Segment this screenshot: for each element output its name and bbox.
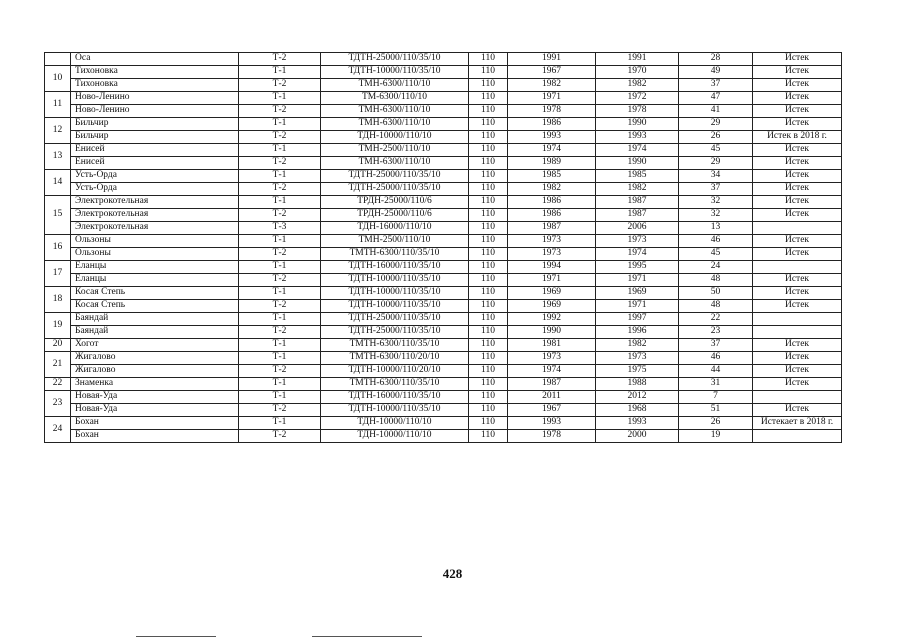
commission-year-cell: 1993 (596, 131, 679, 144)
transformer-id-cell: Т-2 (239, 326, 321, 339)
service-years-cell: 48 (679, 300, 753, 313)
transformer-id-cell: Т-1 (239, 417, 321, 430)
service-years-cell: 47 (679, 92, 753, 105)
transformer-id-cell: Т-2 (239, 365, 321, 378)
transformer-type-cell: ТДТН-10000/110/35/10 (321, 66, 469, 79)
substation-name-cell: Енисей (71, 157, 239, 170)
table-row (45, 404, 842, 417)
voltage-cell: 110 (469, 287, 508, 300)
transformer-id-cell: Т-2 (239, 105, 321, 118)
commission-year-cell: 1974 (596, 248, 679, 261)
status-note-cell: Истек (753, 157, 842, 170)
voltage-cell: 110 (469, 144, 508, 157)
voltage-cell: 110 (469, 404, 508, 417)
voltage-cell: 110 (469, 209, 508, 222)
substation-name-cell: Бильчир (71, 118, 239, 131)
manufacture-year-cell: 1991 (508, 53, 596, 66)
transformer-id-cell: Т-1 (239, 313, 321, 326)
substation-name-cell: Хогот (71, 339, 239, 352)
row-number-cell: 20 (45, 339, 71, 352)
manufacture-year-cell: 1992 (508, 313, 596, 326)
voltage-cell: 110 (469, 430, 508, 443)
service-years-cell: 48 (679, 274, 753, 287)
transformer-type-cell: ТМТН-6300/110/35/10 (321, 378, 469, 391)
table-row (45, 105, 842, 118)
substation-name-cell: Усть-Орда (71, 170, 239, 183)
transformer-type-cell: ТДТН-25000/110/35/10 (321, 170, 469, 183)
transformer-id-cell: Т-1 (239, 196, 321, 209)
table-row (45, 248, 842, 261)
status-note-cell: Истек в 2018 г. (753, 131, 842, 144)
table-row (45, 66, 842, 79)
scan-artifact-line (312, 636, 422, 637)
voltage-cell: 110 (469, 170, 508, 183)
service-years-cell: 31 (679, 378, 753, 391)
transformer-id-cell: Т-1 (239, 118, 321, 131)
transformer-type-cell: ТМН-6300/110/10 (321, 157, 469, 170)
status-note-cell (753, 391, 842, 404)
transformer-id-cell: Т-2 (239, 53, 321, 66)
status-note-cell: Истек (753, 105, 842, 118)
service-years-cell: 45 (679, 248, 753, 261)
voltage-cell: 110 (469, 391, 508, 404)
voltage-cell: 110 (469, 235, 508, 248)
commission-year-cell: 1991 (596, 53, 679, 66)
transformer-id-cell: Т-1 (239, 235, 321, 248)
transformer-type-cell: ТДТН-10000/110/35/10 (321, 404, 469, 417)
transformer-type-cell: ТДТН-10000/110/35/10 (321, 274, 469, 287)
transformer-id-cell: Т-1 (239, 378, 321, 391)
transformer-id-cell: Т-2 (239, 274, 321, 287)
transformer-type-cell: ТМТН-6300/110/35/10 (321, 339, 469, 352)
substation-name-cell: Усть-Орда (71, 183, 239, 196)
row-number-cell (45, 53, 71, 66)
service-years-cell: 26 (679, 131, 753, 144)
voltage-cell: 110 (469, 183, 508, 196)
transformer-type-cell: ТМН-2500/110/10 (321, 144, 469, 157)
table-body (45, 53, 842, 443)
transformer-type-cell: ТДТН-10000/110/20/10 (321, 365, 469, 378)
substation-name-cell: Знаменка (71, 378, 239, 391)
transformer-type-cell: ТМТН-6300/110/35/10 (321, 248, 469, 261)
table-row (45, 118, 842, 131)
voltage-cell: 110 (469, 105, 508, 118)
table-row (45, 339, 842, 352)
voltage-cell: 110 (469, 196, 508, 209)
row-number-cell: 17 (45, 261, 71, 287)
commission-year-cell: 1997 (596, 313, 679, 326)
service-years-cell: 19 (679, 430, 753, 443)
substation-name-cell: Жигалово (71, 352, 239, 365)
manufacture-year-cell: 1974 (508, 144, 596, 157)
transformer-id-cell: Т-2 (239, 404, 321, 417)
transformer-type-cell: ТМН-2500/110/10 (321, 235, 469, 248)
transformer-id-cell: Т-3 (239, 222, 321, 235)
manufacture-year-cell: 1986 (508, 196, 596, 209)
table-row (45, 157, 842, 170)
substation-name-cell: Бохан (71, 417, 239, 430)
manufacture-year-cell: 1974 (508, 365, 596, 378)
transformer-id-cell: Т-1 (239, 352, 321, 365)
commission-year-cell: 1971 (596, 300, 679, 313)
row-number-cell: 11 (45, 92, 71, 118)
status-note-cell: Истек (753, 118, 842, 131)
voltage-cell: 110 (469, 339, 508, 352)
service-years-cell: 24 (679, 261, 753, 274)
service-years-cell: 32 (679, 196, 753, 209)
service-years-cell: 45 (679, 144, 753, 157)
substation-name-cell: Новая-Уда (71, 391, 239, 404)
service-years-cell: 37 (679, 183, 753, 196)
manufacture-year-cell: 1973 (508, 248, 596, 261)
transformer-type-cell: ТМН-6300/110/10 (321, 105, 469, 118)
commission-year-cell: 1968 (596, 404, 679, 417)
table-row (45, 131, 842, 144)
commission-year-cell: 1973 (596, 352, 679, 365)
row-number-cell: 19 (45, 313, 71, 339)
manufacture-year-cell: 1971 (508, 92, 596, 105)
substation-name-cell: Ново-Ленино (71, 92, 239, 105)
transformer-type-cell: ТДТН-16000/110/35/10 (321, 391, 469, 404)
commission-year-cell: 1988 (596, 378, 679, 391)
substation-name-cell: Новая-Уда (71, 404, 239, 417)
substation-name-cell: Ользоны (71, 248, 239, 261)
status-note-cell (753, 430, 842, 443)
status-note-cell: Истек (753, 66, 842, 79)
service-years-cell: 46 (679, 235, 753, 248)
table-row (45, 261, 842, 274)
commission-year-cell: 1996 (596, 326, 679, 339)
commission-year-cell: 1973 (596, 235, 679, 248)
row-number-cell: 21 (45, 352, 71, 378)
service-years-cell: 22 (679, 313, 753, 326)
transformer-type-cell: ТДН-10000/110/10 (321, 430, 469, 443)
transformer-type-cell: ТДН-10000/110/10 (321, 131, 469, 144)
service-years-cell: 26 (679, 417, 753, 430)
manufacture-year-cell: 1987 (508, 378, 596, 391)
voltage-cell: 110 (469, 365, 508, 378)
transformer-id-cell: Т-1 (239, 287, 321, 300)
service-years-cell: 29 (679, 118, 753, 131)
table-row (45, 417, 842, 430)
status-note-cell: Истек (753, 365, 842, 378)
status-note-cell: Истек (753, 196, 842, 209)
status-note-cell: Истек (753, 170, 842, 183)
commission-year-cell: 1987 (596, 209, 679, 222)
commission-year-cell: 1970 (596, 66, 679, 79)
manufacture-year-cell: 1989 (508, 157, 596, 170)
manufacture-year-cell: 1986 (508, 118, 596, 131)
transformer-type-cell: ТДН-10000/110/10 (321, 417, 469, 430)
service-years-cell: 13 (679, 222, 753, 235)
transformer-id-cell: Т-2 (239, 183, 321, 196)
substation-name-cell: Электрокотельная (71, 222, 239, 235)
commission-year-cell: 1982 (596, 183, 679, 196)
table-row (45, 300, 842, 313)
manufacture-year-cell: 1978 (508, 105, 596, 118)
commission-year-cell: 1969 (596, 287, 679, 300)
manufacture-year-cell: 1982 (508, 183, 596, 196)
transformer-type-cell: ТДТН-10000/110/35/10 (321, 300, 469, 313)
transformer-id-cell: Т-1 (239, 66, 321, 79)
transformer-id-cell: Т-1 (239, 391, 321, 404)
table-row (45, 92, 842, 105)
manufacture-year-cell: 1986 (508, 209, 596, 222)
commission-year-cell: 1993 (596, 417, 679, 430)
voltage-cell: 110 (469, 274, 508, 287)
transformer-id-cell: Т-2 (239, 209, 321, 222)
commission-year-cell: 2012 (596, 391, 679, 404)
table-row (45, 144, 842, 157)
transformer-id-cell: Т-2 (239, 157, 321, 170)
table-row (45, 430, 842, 443)
row-number-cell: 13 (45, 144, 71, 170)
commission-year-cell: 1972 (596, 92, 679, 105)
row-number-cell: 10 (45, 66, 71, 92)
transformer-type-cell: ТМ-6300/110/10 (321, 92, 469, 105)
table-row (45, 326, 842, 339)
status-note-cell: Истек (753, 235, 842, 248)
voltage-cell: 110 (469, 261, 508, 274)
manufacture-year-cell: 1990 (508, 326, 596, 339)
table-row (45, 79, 842, 92)
status-note-cell: Истек (753, 92, 842, 105)
voltage-cell: 110 (469, 326, 508, 339)
substation-name-cell: Енисей (71, 144, 239, 157)
manufacture-year-cell: 1982 (508, 79, 596, 92)
row-number-cell: 18 (45, 287, 71, 313)
status-note-cell (753, 313, 842, 326)
transformer-type-cell: ТДТН-25000/110/35/10 (321, 313, 469, 326)
commission-year-cell: 2006 (596, 222, 679, 235)
transformer-id-cell: Т-2 (239, 248, 321, 261)
row-number-cell: 24 (45, 417, 71, 443)
status-note-cell: Истек (753, 79, 842, 92)
status-note-cell: Истек (753, 378, 842, 391)
manufacture-year-cell: 1993 (508, 417, 596, 430)
manufacture-year-cell: 1993 (508, 131, 596, 144)
status-note-cell (753, 222, 842, 235)
table-row (45, 53, 842, 66)
voltage-cell: 110 (469, 118, 508, 131)
transformer-type-cell: ТДН-16000/110/10 (321, 222, 469, 235)
transformer-id-cell: Т-1 (239, 339, 321, 352)
voltage-cell: 110 (469, 53, 508, 66)
status-note-cell: Истек (753, 53, 842, 66)
row-number-cell: 23 (45, 391, 71, 417)
manufacture-year-cell: 1987 (508, 222, 596, 235)
page-number: 428 (442, 566, 463, 581)
manufacture-year-cell: 1973 (508, 352, 596, 365)
manufacture-year-cell: 1981 (508, 339, 596, 352)
voltage-cell: 110 (469, 66, 508, 79)
service-years-cell: 34 (679, 170, 753, 183)
service-years-cell: 41 (679, 105, 753, 118)
transformer-type-cell: ТМН-6300/110/10 (321, 79, 469, 92)
manufacture-year-cell: 1969 (508, 300, 596, 313)
voltage-cell: 110 (469, 222, 508, 235)
commission-year-cell: 1982 (596, 79, 679, 92)
transformer-id-cell: Т-2 (239, 430, 321, 443)
status-note-cell: Истек (753, 300, 842, 313)
status-note-cell: Истек (753, 183, 842, 196)
voltage-cell: 110 (469, 248, 508, 261)
manufacture-year-cell: 1973 (508, 235, 596, 248)
transformer-type-cell: ТДТН-16000/110/35/10 (321, 261, 469, 274)
manufacture-year-cell: 2011 (508, 391, 596, 404)
status-note-cell: Истек (753, 404, 842, 417)
voltage-cell: 110 (469, 131, 508, 144)
substation-name-cell: Косая Степь (71, 287, 239, 300)
status-note-cell: Истек (753, 352, 842, 365)
service-years-cell: 29 (679, 157, 753, 170)
table-row (45, 183, 842, 196)
commission-year-cell: 2000 (596, 430, 679, 443)
voltage-cell: 110 (469, 417, 508, 430)
commission-year-cell: 1987 (596, 196, 679, 209)
table-row (45, 196, 842, 209)
transformer-type-cell: ТМН-6300/110/10 (321, 118, 469, 131)
status-note-cell: Истек (753, 287, 842, 300)
commission-year-cell: 1995 (596, 261, 679, 274)
transformer-type-cell: ТМТН-6300/110/20/10 (321, 352, 469, 365)
transformer-id-cell: Т-2 (239, 79, 321, 92)
transformer-type-cell: ТДТН-25000/110/35/10 (321, 53, 469, 66)
equipment-table (44, 52, 842, 443)
scan-artifact-line (136, 636, 216, 637)
status-note-cell (753, 326, 842, 339)
transformer-id-cell: Т-1 (239, 92, 321, 105)
substation-name-cell: Ново-Ленино (71, 105, 239, 118)
substation-name-cell: Электрокотельная (71, 196, 239, 209)
transformer-type-cell: ТДТН-25000/110/35/10 (321, 326, 469, 339)
status-note-cell: Истек (753, 144, 842, 157)
service-years-cell: 46 (679, 352, 753, 365)
manufacture-year-cell: 1985 (508, 170, 596, 183)
service-years-cell: 28 (679, 53, 753, 66)
transformer-type-cell: ТРДН-25000/110/6 (321, 209, 469, 222)
manufacture-year-cell: 1978 (508, 430, 596, 443)
manufacture-year-cell: 1967 (508, 66, 596, 79)
substation-name-cell: Бильчир (71, 131, 239, 144)
service-years-cell: 7 (679, 391, 753, 404)
substation-name-cell: Еланцы (71, 274, 239, 287)
manufacture-year-cell: 1967 (508, 404, 596, 417)
table-row (45, 170, 842, 183)
substation-name-cell: Косая Степь (71, 300, 239, 313)
service-years-cell: 44 (679, 365, 753, 378)
transformer-type-cell: ТРДН-25000/110/6 (321, 196, 469, 209)
row-number-cell: 14 (45, 170, 71, 196)
manufacture-year-cell: 1971 (508, 274, 596, 287)
table-row (45, 209, 842, 222)
row-number-cell: 15 (45, 196, 71, 235)
service-years-cell: 37 (679, 79, 753, 92)
row-number-cell: 12 (45, 118, 71, 144)
status-note-cell: Истек (753, 339, 842, 352)
substation-name-cell: Баяндай (71, 326, 239, 339)
transformer-type-cell: ТДТН-25000/110/35/10 (321, 183, 469, 196)
status-note-cell: Истек (753, 209, 842, 222)
table-row (45, 365, 842, 378)
substation-name-cell: Жигалово (71, 365, 239, 378)
table-row (45, 313, 842, 326)
table-row (45, 378, 842, 391)
table-row (45, 391, 842, 404)
substation-name-cell: Ользоны (71, 235, 239, 248)
row-number-cell: 16 (45, 235, 71, 261)
table-row (45, 287, 842, 300)
substation-name-cell: Бохан (71, 430, 239, 443)
transformer-type-cell: ТДТН-10000/110/35/10 (321, 287, 469, 300)
voltage-cell: 110 (469, 157, 508, 170)
commission-year-cell: 1975 (596, 365, 679, 378)
service-years-cell: 37 (679, 339, 753, 352)
service-years-cell: 50 (679, 287, 753, 300)
substation-name-cell: Тихоновка (71, 66, 239, 79)
transformer-id-cell: Т-1 (239, 144, 321, 157)
transformer-id-cell: Т-2 (239, 131, 321, 144)
substation-name-cell: Электрокотельная (71, 209, 239, 222)
status-note-cell: Истек (753, 248, 842, 261)
voltage-cell: 110 (469, 92, 508, 105)
commission-year-cell: 1990 (596, 118, 679, 131)
status-note-cell: Истек (753, 274, 842, 287)
table-row (45, 352, 842, 365)
manufacture-year-cell: 1969 (508, 287, 596, 300)
table-row (45, 222, 842, 235)
commission-year-cell: 1971 (596, 274, 679, 287)
substation-name-cell: Оса (71, 53, 239, 66)
status-note-cell: Истекает в 2018 г. (753, 417, 842, 430)
voltage-cell: 110 (469, 300, 508, 313)
voltage-cell: 110 (469, 79, 508, 92)
commission-year-cell: 1990 (596, 157, 679, 170)
transformer-id-cell: Т-1 (239, 261, 321, 274)
transformer-id-cell: Т-2 (239, 300, 321, 313)
transformer-id-cell: Т-1 (239, 170, 321, 183)
service-years-cell: 23 (679, 326, 753, 339)
commission-year-cell: 1974 (596, 144, 679, 157)
service-years-cell: 51 (679, 404, 753, 417)
table-row (45, 235, 842, 248)
service-years-cell: 32 (679, 209, 753, 222)
service-years-cell: 49 (679, 66, 753, 79)
voltage-cell: 110 (469, 352, 508, 365)
table-row (45, 274, 842, 287)
commission-year-cell: 1978 (596, 105, 679, 118)
commission-year-cell: 1985 (596, 170, 679, 183)
substation-name-cell: Тихоновка (71, 79, 239, 92)
row-number-cell: 22 (45, 378, 71, 391)
substation-name-cell: Баяндай (71, 313, 239, 326)
substation-name-cell: Еланцы (71, 261, 239, 274)
voltage-cell: 110 (469, 378, 508, 391)
commission-year-cell: 1982 (596, 339, 679, 352)
manufacture-year-cell: 1994 (508, 261, 596, 274)
voltage-cell: 110 (469, 313, 508, 326)
status-note-cell (753, 261, 842, 274)
